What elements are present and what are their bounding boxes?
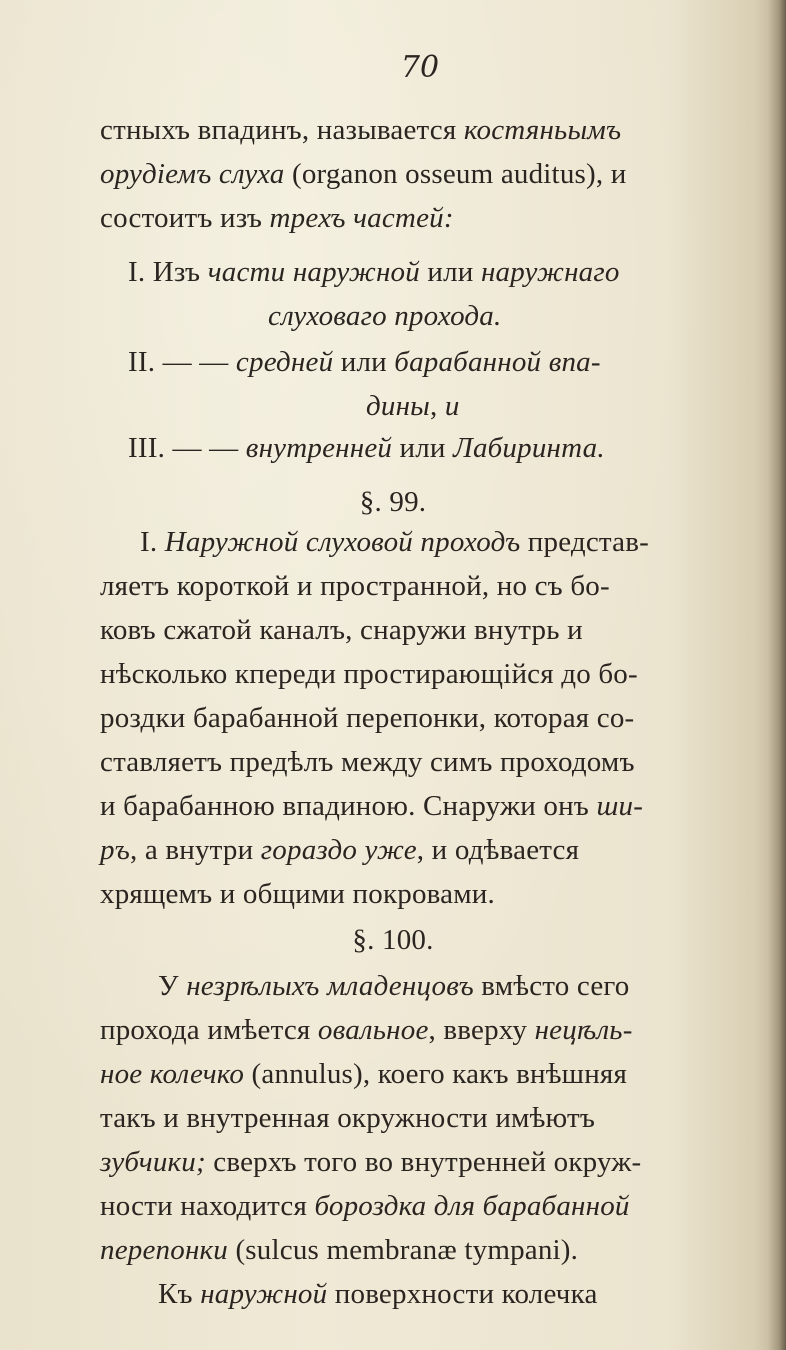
italic-text-run: ръ [100, 834, 130, 866]
text-run: такъ и внутренная окружности имѣютъ [100, 1102, 596, 1134]
text-line [100, 564, 610, 608]
text-run: III. — — [128, 432, 246, 464]
text-line [100, 784, 643, 828]
text-line [100, 152, 626, 196]
text-run: ляетъ короткой и пространной, но съ бо- [100, 570, 610, 602]
text-line [100, 1008, 633, 1052]
text-run: §. 100. [352, 924, 434, 956]
text-line [100, 108, 621, 152]
italic-text-run: гораздо уже [260, 834, 417, 866]
italic-text-run: ши- [596, 790, 644, 822]
text-run: , а внутри [129, 834, 261, 866]
italic-text-run: внутренней [245, 432, 393, 464]
text-line [128, 426, 605, 470]
text-run: вмѣсто сего [473, 970, 630, 1002]
text-run: ности находится [100, 1190, 315, 1222]
text-run: ковъ сжатой каналъ, снаружи внутрь и [100, 614, 583, 646]
text-line [100, 1096, 595, 1140]
italic-text-run: части наружной [207, 256, 420, 288]
text-run: I. [140, 526, 165, 558]
text-run: роздки барабанной перепонки, которая со- [100, 702, 635, 734]
text-line [158, 964, 630, 1008]
italic-text-run: барабанной впа- [394, 346, 601, 378]
text-run: прохода имѣется [100, 1014, 318, 1046]
text-run: или [333, 346, 395, 378]
text-run: У [158, 970, 187, 1002]
page-edge-shadow [768, 0, 786, 1350]
page-number: 70 [400, 50, 440, 85]
text-line [100, 1052, 627, 1096]
text-run: поверхности колечка [327, 1278, 598, 1310]
text-line [100, 608, 583, 652]
italic-text-run: и [444, 390, 460, 422]
italic-text-run: орудіемъ слуха [100, 158, 285, 190]
text-run: сверхъ того во внутренней окруж- [205, 1146, 642, 1178]
italic-text-run: ное колечко [100, 1058, 245, 1090]
text-line [100, 1140, 641, 1184]
text-line [100, 652, 638, 696]
text-line [100, 1228, 578, 1272]
text-run: (organon osseum auditus), и [284, 158, 627, 190]
italic-text-run: костяньымъ [463, 114, 622, 146]
italic-text-run: перепонки [100, 1234, 228, 1266]
text-run: нѣсколько кпереди простирающійся до бо- [100, 658, 638, 690]
text-run: стныхъ впадинъ, называется [100, 114, 464, 146]
text-line [100, 196, 454, 240]
text-line [140, 520, 649, 564]
italic-text-run: бороздка для барабанной [314, 1190, 630, 1222]
italic-text-run: Наружной слуховой проходъ [164, 526, 521, 558]
text-run: хрящемъ и общими покровами. [100, 878, 495, 910]
text-run: , и одѣвается [416, 834, 580, 866]
text-run: или [419, 256, 481, 288]
text-run: §. 99. [359, 486, 427, 518]
text-run: I. Изъ [128, 256, 208, 288]
italic-text-run: слуховаго прохода. [268, 300, 502, 332]
italic-text-run: незрѣлыхъ младенцовъ [186, 970, 474, 1002]
text-run: Къ [158, 1278, 201, 1310]
italic-text-run: средней [235, 346, 334, 378]
text-line [100, 872, 495, 916]
text-line [128, 340, 601, 384]
text-run: или [392, 432, 454, 464]
text-run: состоитъ изъ [100, 202, 270, 234]
text-run: и барабанною впадиною. Снаружи онъ [100, 790, 597, 822]
text-line [128, 250, 620, 294]
text-run: (annulus), коего какъ внѣшняя [244, 1058, 627, 1090]
text-line [158, 1272, 598, 1316]
section-heading [0, 918, 786, 962]
italic-text-run: овальное [317, 1014, 429, 1046]
text-line [100, 696, 634, 740]
text-line [100, 740, 635, 784]
text-run: ставляетъ предѣлъ между симъ проходомъ [100, 746, 635, 778]
italic-text-run: Лабиринта. [453, 432, 605, 464]
text-line [100, 828, 579, 872]
italic-text-run: дины [366, 390, 430, 422]
italic-text-run: нецѣль- [534, 1014, 633, 1046]
text-line [366, 384, 460, 428]
text-run: (sulcus membranæ tympani). [228, 1234, 579, 1266]
italic-text-run: наружнаго [480, 256, 620, 288]
italic-text-run: наружной [200, 1278, 328, 1310]
text-run: , вверху [428, 1014, 535, 1046]
text-run: II. — — [128, 346, 236, 378]
section-heading [0, 480, 786, 524]
italic-text-run: трехъ частей: [269, 202, 454, 234]
text-run: представ- [520, 526, 649, 558]
text-line [268, 294, 501, 338]
text-run: , [430, 390, 445, 422]
italic-text-run: зубчики; [100, 1146, 206, 1178]
text-line [100, 1184, 630, 1228]
